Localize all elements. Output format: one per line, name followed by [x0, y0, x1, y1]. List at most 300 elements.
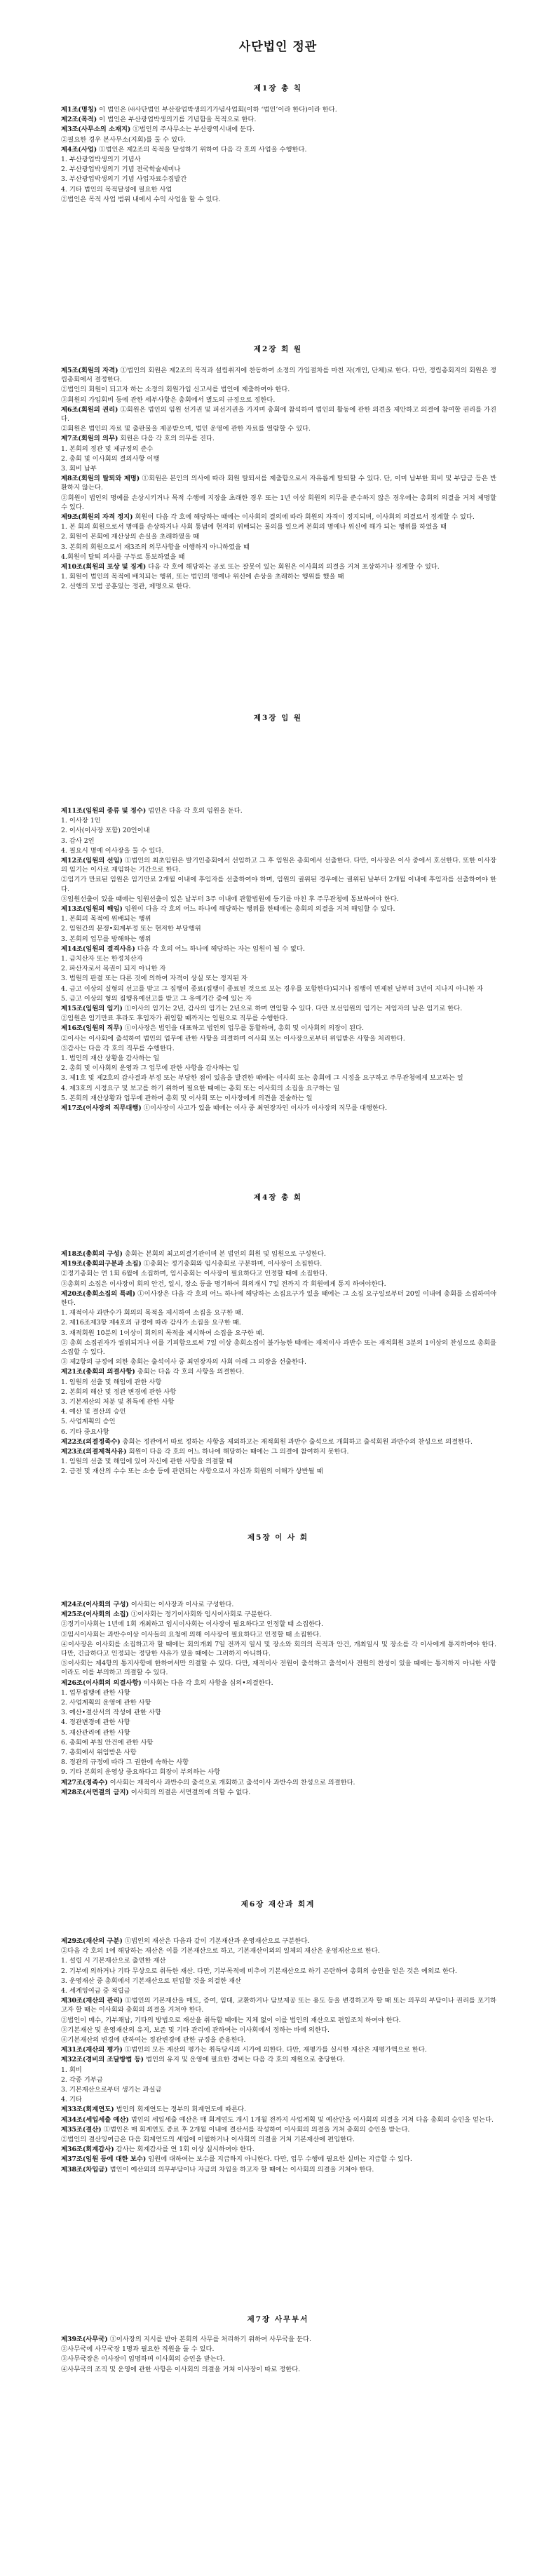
article-text: ②법인의 결산잉여금은 다음 회계연도의 세입에 이월하거나 이사회의 의결을 거쳐 기본재산에 편입한다.	[61, 2136, 355, 2144]
article-text: ①이사장은 법인을 대표하고 법인의 업무를 통할하며, 총회 및 이사회의 의장이 된다.	[124, 1024, 364, 1033]
article-text: 4. 기타	[61, 2096, 82, 2104]
article-label: 제37조(임원 등에 대한 보수)	[61, 2155, 147, 2164]
article-paragraph	[61, 1249, 496, 1259]
article-paragraph	[61, 145, 496, 154]
article-paragraph	[61, 532, 496, 541]
article-label: 제20조(총회소집의 특례)	[61, 1289, 135, 1298]
article-label: 제34조(세입세출 예산)	[61, 2115, 129, 2124]
article-label: 제17조(이사장의 직무대행)	[61, 1104, 142, 1113]
article-paragraph	[61, 454, 496, 463]
article-paragraph	[61, 1014, 496, 1023]
article-paragraph	[61, 935, 496, 944]
article-paragraph	[61, 1447, 496, 1456]
article-paragraph	[61, 816, 496, 825]
article-label: 제36조(회계감사)	[61, 2145, 114, 2154]
article-text: 2. 이사(이사장 포함) 20인이내	[61, 827, 150, 835]
article-text: 5. 금고 이상의 형의 집행유예선고를 받고 그 유예기간 중에 있는 자	[61, 994, 252, 1003]
article-label: 제24조(이사회의 구성)	[61, 1601, 129, 1608]
article-text: 1. 재적이사 과반수가 회의의 목적을 제시하여 소집을 요구한 때.	[61, 1309, 243, 1317]
chapter-body	[61, 1249, 496, 1477]
article-paragraph	[61, 1758, 496, 1767]
article-paragraph	[61, 1318, 496, 1327]
article-paragraph	[61, 826, 496, 835]
article-text: ①이사회는 정기이사회와 임시이사회로 구분한다.	[130, 1611, 272, 1619]
chapter-heading: 제7장 사무부서	[247, 2315, 309, 2324]
article-text: 회원이 다음 각 호의 어느 하나에 해당하는 때에는 그 의결에 참여하지 못한다.	[128, 1448, 349, 1456]
article-text: 감사는 회계감사를 연 1회 이상 실시하여야 한다.	[116, 2145, 255, 2154]
article-text: ③ 제2항의 규정에 의한 총회는 출석이사 중 최연장자의 사회 아래 그 의장을 선출한다.	[61, 1358, 306, 1367]
article-text: 4. 세계잉여금 중 적립금	[61, 1987, 130, 1995]
chapter-body	[61, 105, 496, 205]
article-paragraph	[61, 175, 496, 184]
article-text: ②회원은 법인의 자료 및 출판물을 제공받으며, 법인 운영에 관한 자료를 열람할 수 있다.	[61, 425, 311, 433]
article-label: 제9조(회원의 자격 정지)	[61, 513, 133, 522]
article-text: 3. 예산•결산서의 작성에 관한 사항	[61, 1709, 161, 1717]
article-text: 5. 사업계획의 승인	[61, 1418, 116, 1426]
article-paragraph	[61, 1388, 496, 1397]
article-label: 제26조(이사회의 의결사항)	[61, 1679, 142, 1687]
article-paragraph	[61, 366, 496, 384]
article-paragraph	[61, 2135, 496, 2144]
article-text: 1. 본회의 정관 및 제규정의 준수	[61, 445, 154, 453]
article-label: 제30조(재산의 관리)	[61, 1997, 123, 2005]
article-paragraph	[61, 1378, 496, 1387]
article-label: 제18조(총회의 구성)	[61, 1250, 123, 1258]
article-text: 총회는 본회의 최고의결기관이며 본 법인의 회원 및 임원으로 구성한다.	[124, 1250, 326, 1258]
article-paragraph	[61, 2115, 496, 2124]
article-label: 제2조(목적)	[61, 116, 97, 124]
article-text: 4. 필요시 명예 이사장을 둘 수 있다.	[61, 846, 164, 855]
article-text: ②이사는 이사회에 출석하여 법인의 업무에 관한 사항을 의결하며 이사회 또는 이사장으로부터 위임받은 사항을 처리한다.	[61, 1034, 405, 1043]
article-text: ②필요한 경우 본사무소(지회)를 둘 수 있다.	[61, 135, 186, 144]
article-paragraph	[61, 464, 496, 473]
article-label: 제29조(재산의 구분)	[61, 1937, 123, 1945]
article-text: 3. 제1호 및 제2호의 감사결과 부정 또는 부당한 점이 있음을 발견한 때에는 이사회 또는 총회에 그 시정을 요구하고 주무관청에게 보고하는 일	[61, 1074, 463, 1083]
article-text: 이 법인은 ㈔사단법인 부산광업박생의기가념사업회(이하 ‘법인’이라 한다)이라 한다.	[99, 106, 337, 114]
article-paragraph	[61, 875, 496, 893]
article-text: 다음 각 호의 어느 하나에 해당하는 자는 임원이 될 수 없다.	[137, 944, 305, 953]
article-paragraph	[61, 846, 496, 855]
article-paragraph	[61, 474, 496, 492]
article-text: 6. 총회에 부칠 안건에 관한 사항	[61, 1738, 154, 1747]
article-label: 제19조(총회의구분과 소집)	[61, 1260, 142, 1268]
article-paragraph	[61, 1428, 496, 1437]
article-paragraph	[61, 553, 496, 562]
article-text: 3. 운영재산 중 총회에서 기본재산으로 편입할 것을 의결한 재산	[61, 1977, 242, 1985]
article-text: ②법인이 매수, 기부채납, 기타의 방법으로 재산을 취득할 때에는 지체 없이 이를 법인의 재산으로 편입조치 하여야 한다.	[61, 2016, 401, 2024]
article-text: 총회는 정관에서 따로 정하는 사항을 제외하고는 재적회원 과반수 출석으로 개회하고 출석회원 과반수의 찬성으로 의결한다.	[122, 1437, 473, 1446]
article-text: 이사회의 의결은 서면결의에 의할 수 없다.	[130, 1788, 251, 1796]
article-paragraph	[61, 1600, 496, 1609]
article-text: 이사회는 다음 각 호의 사항을 심의•의결한다.	[143, 1679, 273, 1687]
article-paragraph	[61, 1986, 496, 1995]
article-text: 3. 기본재산으로부터 생기는 과실금	[61, 2086, 162, 2094]
article-text: ①이사장은 다음 각 호의 어느 하나에 해당하는 소집요구가 있을 때에는 그 소집 요구일로부터 20일 이내에 총회를 소집하여야 한다.	[61, 1289, 496, 1308]
article-text: 4. 정관변경에 관한 사항	[61, 1719, 130, 1727]
article-paragraph	[61, 1659, 496, 1677]
article-text: ①법인의 모든 재산의 평가는 취득당시의 시가에 의한다. 다만, 재평가를 실시한 재산은 재평가액으로 한다.	[124, 2046, 427, 2054]
article-paragraph	[61, 1698, 496, 1707]
article-text: 4.회원이 탈퇴 의사를 구두로 통보하였을 때	[61, 553, 185, 561]
article-text: ④사무국의 조직 및 운영에 관한 사항은 이사회의 의결을 거쳐 이사장이 따로 정한다.	[61, 2365, 301, 2373]
article-paragraph	[61, 185, 496, 194]
article-paragraph	[61, 1044, 496, 1053]
article-text: ①이사장이 사고가 있을 때에는 이사 중 최연장자인 이사가 이사장의 직무를 대행한다.	[143, 1104, 387, 1113]
article-text: ①총회는 정기총회와 임시총회로 구분하며, 이사장이 소집한다.	[143, 1260, 323, 1268]
article-text: 법인의 세입세출 예산은 매 회계연도 개시 1개월 전까지 사업계획 및 예산안을 이사회의 의결을 거쳐 다음 총회의 승인을 얻는다.	[130, 2115, 494, 2124]
article-paragraph	[61, 385, 496, 394]
article-text: 1. 본회의 목적에 위배되는 행위	[61, 915, 151, 923]
article-text: 1. 업무집행에 관한 사항	[61, 1688, 130, 1697]
article-paragraph	[61, 1329, 496, 1338]
article-paragraph	[61, 1937, 496, 1946]
article-text: 2. 총회 및 이사회의 결의사항 이행	[61, 454, 160, 463]
article-paragraph	[61, 582, 496, 591]
article-paragraph	[61, 954, 496, 963]
article-paragraph	[61, 1259, 496, 1268]
article-text: ①법인의 주사무소는 부산광역시내에 둔다.	[133, 126, 255, 134]
article-paragraph	[61, 1054, 496, 1063]
article-text: 이 법인은 부산광업박생의기를 기념함을 목적으로 한다.	[99, 116, 257, 124]
article-paragraph	[61, 2125, 496, 2134]
chapter-heading: 제3장 임 원	[253, 714, 303, 722]
article-label: 제8조(회원의 탈퇴와 제명)	[61, 475, 140, 483]
article-paragraph	[61, 2075, 496, 2084]
article-paragraph	[61, 994, 496, 1003]
article-text: 1. 본 회의 회원으로서 명예를 손상하거나 사회 통념에 현저히 위배되는 물의를 일으켜 본회의 명예나 위신에 해가 되는 행위를 하였을 때	[61, 523, 447, 531]
article-label: 제39조(사무국)	[61, 2336, 108, 2343]
article-label: 제35조(결산)	[61, 2125, 102, 2134]
article-paragraph	[61, 2165, 496, 2174]
article-text: 2. 회원이 본회에 재산상의 손실을 초래하였을 때	[61, 533, 200, 541]
chapter-body	[61, 2335, 496, 2375]
article-label: 제6조(회원의 권리)	[61, 405, 118, 414]
article-text: 2. 각종 기부금	[61, 2075, 103, 2084]
article-paragraph	[61, 964, 496, 973]
article-text: ② 총회 소집권자가 궐위되거나 이를 기피함으로써 7일 이상 총회소집이 불가능한 때에는 재적이사 과반수 또는 재적회원 3분의 1이상의 찬성으로 총회를 소집할 수 있다.	[61, 1338, 496, 1357]
article-text: ①법인은 매 회계연도 종료 후 2개월 이내에 결산서를 작성하여 이사회의 의결을 거쳐 총회의 승인을 받는다.	[103, 2125, 410, 2134]
article-paragraph	[61, 1768, 496, 1777]
article-paragraph	[61, 2105, 496, 2114]
article-label: 제22조(의결정족수)	[61, 1437, 121, 1446]
article-text: ②법인은 목적 사업 범위 내에서 수익 사업을 할 수 있다.	[61, 195, 221, 203]
article-text: 2. 임원간의 분쟁•회계부정 또는 현저한 부당행위	[61, 925, 201, 933]
article-text: 1. 임원의 선출 및 해임에 있어 자신에 관한 사항을 의결할 때	[61, 1458, 233, 1466]
chapter-heading: 제6장 재산과 회계	[240, 1900, 316, 1909]
article-text: 3. 기본재산의 처분 및 취득에 관한 사항	[61, 1398, 175, 1406]
article-text: 임원이 다음 각 호의 어느 하나에 해당하는 행위를 한때에는 총회의 의결을 거쳐 해임할 수 있다.	[124, 905, 395, 914]
article-text: ②회원이 법인의 명예를 손상시키거나 목적 수행에 지장을 초래한 경우 또는 1년 이상 회원의 의무를 준수하지 않은 경우에는 총회의 의결을 거쳐 제명할 수 있다.	[61, 494, 496, 511]
article-paragraph	[61, 2345, 496, 2354]
article-paragraph	[61, 572, 496, 581]
article-label: 제38조(차입금)	[61, 2165, 108, 2174]
article-text: 회원은 다음 각 호의 의무를 진다.	[120, 435, 215, 443]
article-paragraph	[61, 1357, 496, 1367]
article-label: 제14조(임원의 결격사유)	[61, 944, 135, 953]
article-paragraph	[61, 165, 496, 174]
article-text: ①회원은 본인의 의사에 따라 회원 탈퇴서를 제출함으로서 자유롭게 탈퇴할 수 있다. 단, 이미 납부한 회비 및 부담금 등은 반환하지 않는다.	[61, 475, 496, 492]
article-text: ③회원의 가입회비 등에 관한 세부사항은 총회에서 별도의 규정으로 정한다.	[61, 395, 276, 404]
article-paragraph	[61, 543, 496, 552]
article-paragraph	[61, 895, 496, 904]
chapter-heading: 제4장 총 회	[253, 1193, 303, 1202]
article-text: 7. 총회에서 위임받은 사항	[61, 1749, 137, 1757]
article-text: 5. 재산관리에 관한 사항	[61, 1728, 130, 1737]
article-label: 제5조(회원의 자격)	[61, 367, 118, 374]
article-paragraph	[61, 1457, 496, 1466]
article-label: 제10조(회원의 포상 및 징계)	[61, 563, 147, 571]
article-text: ①법인의 기본재산을 매도, 증여, 임대, 교환하거나 담보제공 또는 용도 등을 변경하고자 할 때 또는 의무의 부담이나 권리를 포기하고자 할 때는 이사회와 총회의 의결을 거쳐야 한다.	[61, 1997, 496, 2014]
article-paragraph	[61, 2335, 496, 2344]
article-text: 9. 기타 본회의 운영상 중요하다고 회장이 부의하는 사항	[61, 1768, 221, 1777]
article-paragraph	[61, 155, 496, 164]
article-paragraph	[61, 1630, 496, 1639]
article-paragraph	[61, 2354, 496, 2364]
article-text: 2. 총회 및 이사회의 운영과 그 업무에 관한 사항을 감사하는 일	[61, 1064, 239, 1073]
article-label: 제25조(이사회의 소집)	[61, 1611, 129, 1619]
article-label: 제33조(회계연도)	[61, 2106, 114, 2114]
article-paragraph	[61, 1708, 496, 1717]
article-paragraph	[61, 115, 496, 124]
article-paragraph	[61, 2035, 496, 2045]
article-paragraph	[61, 1738, 496, 1747]
article-paragraph	[61, 1996, 496, 2014]
article-paragraph	[61, 424, 496, 433]
article-paragraph	[61, 1956, 496, 1965]
chapter-body	[61, 366, 496, 592]
article-paragraph	[61, 984, 496, 994]
article-text: ①이사장의 지시를 받아 본회의 사무를 처리하기 위하여 사무국을 둔다.	[109, 2336, 311, 2343]
article-paragraph	[61, 1748, 496, 1757]
article-paragraph	[61, 806, 496, 815]
article-text: ③임원선출이 있을 때에는 임원선출이 있은 날부터 3주 이내에 관할법원에 등기를 마친 후 주무관청에 통보하여야 한다.	[61, 895, 399, 903]
article-paragraph	[61, 856, 496, 874]
article-text: 1. 금치산자 또는 한정치산자	[61, 955, 143, 963]
article-label: 제28조(서면결의 금지)	[61, 1788, 129, 1796]
chapter-heading: 제5장 이 사 회	[248, 1533, 308, 1542]
article-label: 제1조(명칭)	[61, 106, 97, 114]
article-paragraph	[61, 1104, 496, 1113]
article-text: 3. 본회의 회원으로서 재3조의 의무사항을 이행하지 아니하였을 때	[61, 543, 250, 551]
article-text: 2. 본회의 해산 및 정관 변경에 관한 사항	[61, 1388, 177, 1396]
article-text: ③기본재산 및 운영재산의 유지, 보존 및 기타 관리에 관하여는 이사회에서 정하는 바에 의한다.	[61, 2026, 330, 2034]
article-text: ②법인의 회원이 되고자 하는 소정의 회원가입 신고서를 법인에 제출하여야 한다.	[61, 386, 290, 394]
article-paragraph	[61, 2045, 496, 2054]
article-text: 2. 제16조제3항 제4호의 규정에 따라 감사가 소집을 요구한 때.	[61, 1319, 241, 1327]
article-label: 제7조(회원의 의무)	[61, 435, 118, 443]
article-text: 4. 제3호의 시정요구 및 보고를 하기 위하여 필요한 때에는 총회 또는 이사회의 소집을 요구하는 일	[61, 1084, 340, 1092]
chapter-body	[61, 1937, 496, 2175]
article-text: ①법인의 최초임원은 발기인총회에서 선임하고 그 후 임원은 총회에서 선출한다. 다만, 이사장은 이사 중에서 호선한다. 또한 이사장의 임기는 이사로 재임하는 기간으로 한다.	[61, 857, 496, 874]
article-paragraph	[61, 125, 496, 134]
article-paragraph	[61, 1610, 496, 1619]
article-paragraph	[61, 1064, 496, 1073]
article-text: ③사무국장은 이사장이 임명하며 이사회의 승인을 받는다.	[61, 2355, 225, 2364]
article-paragraph	[61, 445, 496, 454]
chapter-body	[61, 1600, 496, 1798]
article-paragraph	[61, 2145, 496, 2154]
article-text: 법인의 유지 및 운영에 필요한 경비는 다음 각 호의 재원으로 충당한다.	[146, 2056, 345, 2064]
article-text: ②사무국에 사무국장 1명과 필요한 직원을 둘 수 있다.	[61, 2345, 215, 2354]
article-text: ②다음 각 호의 1에 해당하는 재산은 이를 기본재산으로 하고, 기본재산이외의 일체의 재산은 운영재산으로 한다.	[61, 1947, 380, 1955]
article-text: 4. 금고 이상의 실형의 선고를 받고 그 집행이 종료(집행이 종료된 것으로 보는 경우를 포함한다)되거나 집행이 면제된 날부터 3년이 지나지 아니한 자	[61, 984, 484, 993]
article-text: ①회원은 법인의 임원 선거권 및 피선거권을 가지며 총회에 참석하여 법인의 활동에 관한 의견을 제안하고 의결에 참여할 권리를 가진다.	[61, 405, 496, 423]
article-paragraph	[61, 1967, 496, 1976]
article-paragraph	[61, 2055, 496, 2064]
article-paragraph	[61, 1688, 496, 1697]
article-text: 3. 회비 납부	[61, 465, 97, 473]
article-paragraph	[61, 1728, 496, 1737]
article-paragraph	[61, 494, 496, 512]
article-text: 4. 기타 법인의 목적달성에 필요한 사업	[61, 185, 172, 194]
article-paragraph	[61, 2066, 496, 2075]
article-paragraph	[61, 1280, 496, 1289]
article-text: 3. 부산광업박생의기 기념 사업자료수집발간	[61, 175, 187, 184]
article-paragraph	[61, 2095, 496, 2104]
article-text: 3. 법원의 판결 또는 다른 것에 의하여 자격이 상실 또는 정지된 자	[61, 975, 248, 983]
article-paragraph	[61, 2016, 496, 2025]
article-text: ②임원은 임기만료 후라도 후임자가 취임할 때까지는 임원으로 직무를 수행한다.	[61, 1015, 288, 1023]
document-title: 사단법인 정관	[238, 40, 318, 54]
article-paragraph	[61, 1024, 496, 1033]
article-text: ①법인의 회원은 제2조의 목적과 설립취지에 찬동하여 소정의 가입절차를 마친 자(개인, 단체)로 한다. 다만, 정립총회지의 회원은 정립총회에서 결정한다.	[61, 367, 496, 384]
article-label: 제12조(임원의 선임)	[61, 857, 123, 865]
article-paragraph	[61, 2365, 496, 2374]
article-text: 2. 사업계획의 운영에 관한 사항	[61, 1699, 151, 1707]
article-text: 5. 본회의 재산상황과 업무에 관하여 총회 및 이사회 또는 이사장에게 의견을 진술하는 일	[61, 1094, 313, 1102]
article-paragraph	[61, 914, 496, 923]
article-paragraph	[61, 1094, 496, 1103]
article-paragraph	[61, 1367, 496, 1376]
article-text: 임원에 대하여는 보수를 지급하지 아니한다. 다만, 업무 수행에 필요한 실비는 지급할 수 있다.	[148, 2155, 412, 2164]
article-paragraph	[61, 1467, 496, 1476]
article-text: ③임시이사회는 과반수이상 이사들의 요청에 의해 이사장이 필요하다고 인정할 때 소집한다.	[61, 1630, 322, 1639]
article-paragraph	[61, 1417, 496, 1426]
article-label: 제32조(경비의 조달방법 등)	[61, 2056, 144, 2064]
article-text: 8. 정관의 규정에 따라 그 권한에 속하는 사항	[61, 1758, 189, 1767]
article-paragraph	[61, 1084, 496, 1093]
article-text: 법인의 회계연도는 정부의 회계연도에 따른다.	[116, 2106, 247, 2114]
article-text: ③총회의 소집은 이사장이 회의 안건, 일시, 장소 등을 명기하여 회의개시 7일 전까지 각 회원에게 통지 하여야한다.	[61, 1280, 386, 1288]
article-paragraph	[61, 513, 496, 522]
article-paragraph	[61, 1778, 496, 1787]
article-paragraph	[61, 135, 496, 144]
article-text: 이사회는 이사장과 이사로 구성한다.	[130, 1601, 234, 1608]
article-paragraph	[61, 1004, 496, 1013]
article-paragraph	[61, 1718, 496, 1727]
article-paragraph	[61, 904, 496, 914]
article-label: 제31조(재산의 평가)	[61, 2046, 123, 2054]
article-text: ①법인은 제2조의 목적을 달성하기 위하여 다음 각 호의 사업을 수행한다.	[99, 145, 307, 154]
article-paragraph	[61, 1289, 496, 1308]
article-paragraph	[61, 2155, 496, 2164]
article-text: 1. 임원의 선출 및 해임에 관한 사항	[61, 1378, 162, 1386]
article-text: 1. 부산광업박생의기 기념사	[61, 156, 141, 164]
article-text: 4. 예산 및 결산의 승인	[61, 1408, 126, 1416]
article-label: 제21조(총회의 의결사항)	[61, 1368, 135, 1376]
article-paragraph	[61, 195, 496, 204]
article-text: 3. 재적회원 10분의 1이상이 회의의 목적을 제시하여 소집을 요구한 때.	[61, 1329, 264, 1337]
article-paragraph	[61, 395, 496, 405]
article-text: 다음 각 호에 해당하는 공로 또는 잘못이 있는 회원은 이사회의 의결을 거쳐 포상하거나 징계할 수 있다.	[148, 563, 440, 571]
article-paragraph	[61, 562, 496, 571]
article-text: ④이사장은 이사회를 소집하고자 할 때에는 회의개최 7일 전까지 일시 및 장소와 회의의 목적과 안건, 개최일시 및 장소를 각 이사에게 통지하여야 한다. 다만, 긴급하다고 인정되는 정당한 사유가 있을 때에는 그러하지 아니하다.	[61, 1640, 496, 1658]
article-paragraph	[61, 105, 496, 114]
article-text: ③감사는 다음 각 호의 직무를 수행한다.	[61, 1044, 175, 1052]
article-text: 2. 파산자로서 복권이 되지 아니한 자	[61, 965, 166, 973]
article-paragraph	[61, 1073, 496, 1083]
article-text: 2. 선행의 모범 공훈있는 정관, 제명으로 한다.	[61, 583, 191, 591]
article-text: ②정기총회는 연 1회 6월에 소집하며, 임시총회는 이사장이 필요하다고 인정할 때에 소집한다.	[61, 1270, 327, 1278]
article-label: 제15조(임원의 임기)	[61, 1005, 123, 1013]
article-label: 제16조(임원의 직무)	[61, 1024, 123, 1033]
article-label: 제13조(임원의 해임)	[61, 905, 123, 914]
article-label: 제11조(임원의 종류 및 정수)	[61, 807, 147, 815]
article-text: 1. 설립 시 기본재산으로 출연한 재산	[61, 1957, 166, 1965]
article-paragraph	[61, 1679, 496, 1688]
article-paragraph	[61, 1338, 496, 1357]
article-text: 법인이 예산외의 의무부담이나 자금의 차입을 하고자 할 때에는 이사회의 의결을 거쳐야 한다.	[109, 2165, 374, 2174]
chapter-heading: 제2장 회 원	[253, 345, 303, 353]
article-paragraph	[61, 836, 496, 846]
article-paragraph	[61, 1946, 496, 1955]
article-paragraph	[61, 1407, 496, 1416]
article-paragraph	[61, 1308, 496, 1317]
article-text: 3. 본회의 업무를 방해하는 행위	[61, 935, 151, 943]
article-label: 제23조(의결제척사유)	[61, 1448, 127, 1456]
article-paragraph	[61, 405, 496, 423]
article-paragraph	[61, 1034, 496, 1043]
article-text: ④기본재산의 변경에 관하여는 정관변경에 관한 규정을 준용한다.	[61, 2036, 246, 2045]
article-paragraph	[61, 924, 496, 933]
article-text: 1. 회원이 법인의 목적에 배치되는 행위, 또는 법인의 명예나 위신에 손상을 초래하는 행위를 했을 때	[61, 573, 344, 581]
article-text: 2. 부산광업박생의기 기념 전국학술세미나	[61, 165, 181, 174]
article-paragraph	[61, 2085, 496, 2094]
article-text: 1. 법인의 재산 상황을 감사하는 일	[61, 1055, 160, 1063]
article-paragraph	[61, 1977, 496, 1986]
article-text: ①이사의 임기는 2년, 감사의 임기는 2년으로 하며 연임할 수 있다. 다만 보선임원의 임기는 저임자의 남은 임기로 한다.	[124, 1005, 463, 1013]
article-text: ②임기가 만료된 임원은 임기만료 2개월 이내에 후임자를 선출하여야 하며, 임원의 궐위된 경우에는 궐위된 날부터 2개월 이내에 후임자를 선출하여야 한다.	[61, 876, 496, 893]
article-paragraph	[61, 2026, 496, 2035]
article-paragraph	[61, 434, 496, 443]
article-text: ⑤이사회는 제4항의 통지사항에 한하여서만 의결할 수 있다. 다만, 재적이사 전원이 출석하고 출석이사 전원의 찬성이 있을 때에는 통지하지 아니한 사항이라도 이를 부의하고 의결할 수 있다.	[61, 1660, 496, 1677]
article-text: 2. 금전 및 재산의 수수 또는 소송 등에 관련되는 사항으로서 자신과 회원의 이해가 상반될 때	[61, 1467, 323, 1476]
article-label: 제27조(정족수)	[61, 1778, 108, 1787]
article-text: ①법인의 재산은 다음과 같이 기본재산과 운영재산으로 구분한다.	[124, 1937, 310, 1945]
article-label: 제4조(사업)	[61, 145, 97, 154]
article-text: 1. 이사장 1인	[61, 817, 101, 825]
article-text: 총회는 다음 각 호의 사항을 의결한다.	[137, 1368, 245, 1376]
article-text: 1. 회비	[61, 2066, 82, 2074]
article-text: 회원이 다음 각 호에 해당하는 때에는 이사회의 결의에 따라 회원의 자격이 정지되며, 이사회의 의결로서 정계할 수 있다.	[135, 513, 475, 522]
article-paragraph	[61, 974, 496, 983]
article-paragraph	[61, 1788, 496, 1797]
article-label: 제3조(사무소의 소재지)	[61, 126, 131, 134]
article-text: ②정기이사회는 1년에 1회 개최하고 임시이사회는 이사장이 필요하다고 인정할 때 소집한다.	[61, 1620, 323, 1629]
article-text: 법인은 다음 각 호의 임원을 둔다.	[148, 807, 243, 815]
article-text: 6. 기타 중요사항	[61, 1428, 109, 1436]
article-paragraph	[61, 1269, 496, 1278]
article-paragraph	[61, 1640, 496, 1658]
article-paragraph	[61, 522, 496, 531]
article-paragraph	[61, 1437, 496, 1446]
chapter-body	[61, 806, 496, 1113]
article-text: 이사회는 재적이사 과반수의 출석으로 개회하고 출석이사 과반수의 찬성으로 의결한다.	[109, 1778, 355, 1787]
article-text: 3. 감사 2인	[61, 836, 95, 845]
article-text: 2. 기부에 의하거나 기타 무상으로 취득한 재산. 다만, 기부목적에 비추어 기본재산으로 하기 곤란하여 총회의 승인을 얻은 것은 예외로 한다.	[61, 1967, 457, 1975]
article-paragraph	[61, 944, 496, 954]
chapter-heading: 제1장 총 칙	[253, 84, 303, 93]
